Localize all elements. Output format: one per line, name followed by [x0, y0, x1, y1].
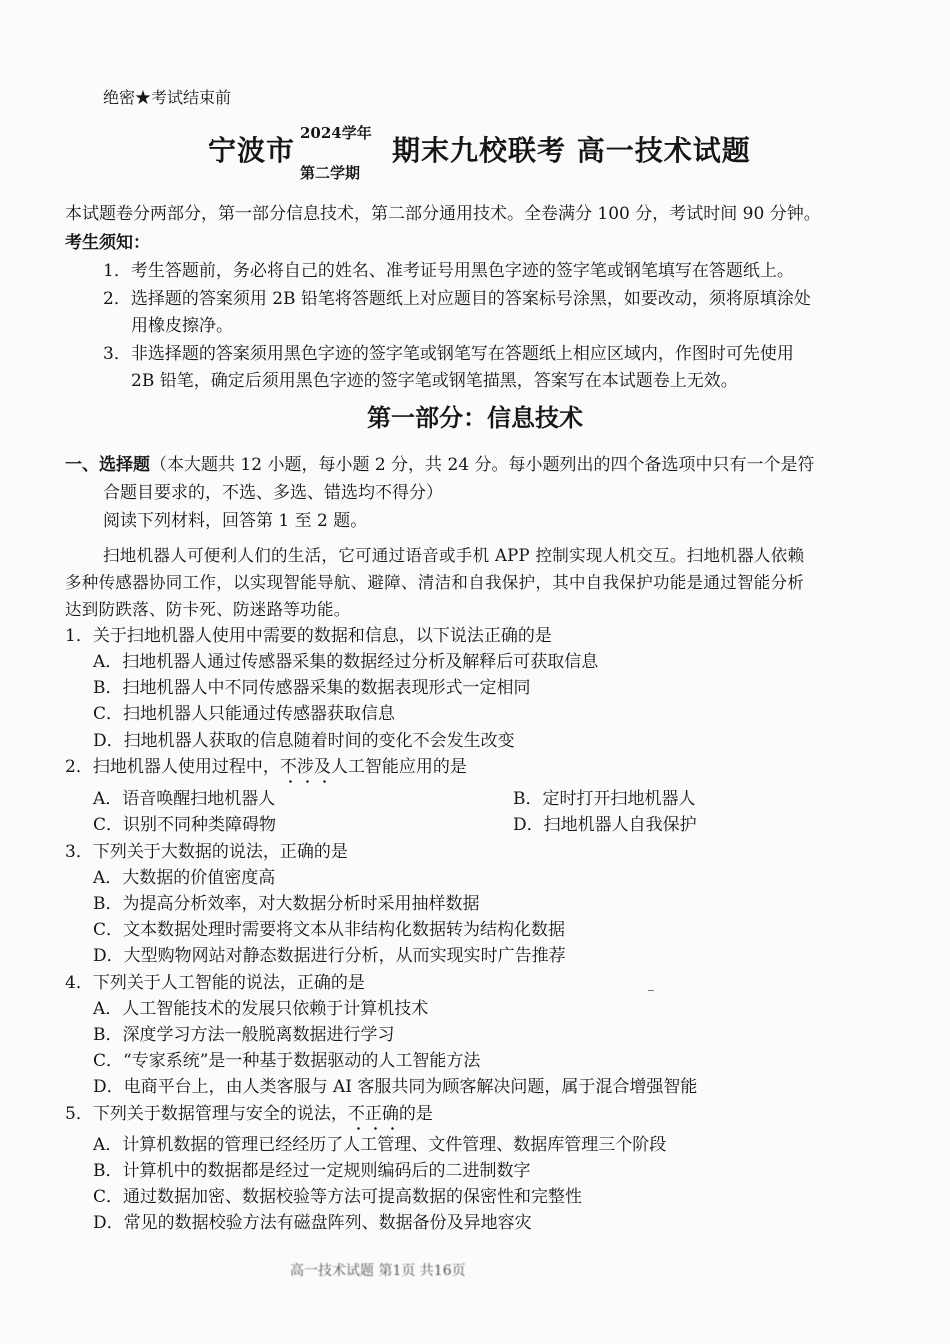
reading-instruction: 阅读下列材料，回答第 1 至 2 题。: [103, 511, 368, 531]
question-5-stem-pre: 5．下列关于数据管理与安全的说法，: [65, 1104, 348, 1124]
question-2-option-c: C．识别不同种类障碍物: [93, 815, 277, 835]
question-4-stem: 4．下列关于人工智能的说法，正确的是: [65, 973, 365, 993]
title-main: 期末九校联考 高一技术试题: [392, 134, 751, 167]
question-3-option-c: C．文本数据处理时需要将文本从非结构化数据转为结构化数据: [93, 920, 566, 940]
question-5-option-a: A．计算机数据的管理已经经历了人工管理、文件管理、数据库管理三个阶段: [93, 1135, 667, 1155]
passage-line-3: 达到防跌落、防卡死、防迷路等功能。: [65, 600, 351, 619]
question-1-stem: 1．关于扫地机器人使用中需要的数据和信息，以下说法正确的是: [65, 626, 552, 646]
title-year: 2024学年: [300, 124, 372, 142]
question-2-option-b: B．定时打开扫地机器人: [513, 789, 696, 809]
question-1-option-c: C．扫地机器人只能通过传感器获取信息: [93, 704, 396, 724]
exam-title: [0, 120, 950, 180]
scan-speck: [648, 990, 654, 991]
question-3-option-a: A．大数据的价值密度高: [93, 868, 276, 888]
page-footer: 高一技术试题 第1页 共16页: [290, 1263, 466, 1279]
question-2-stem-post: 人工智能应用的是: [330, 757, 467, 777]
title-city: 宁波市: [208, 134, 296, 167]
question-5-option-c: C．通过数据加密、数据校验等方法可提高数据的保密性和完整性: [93, 1187, 583, 1207]
question-1-option-d: D．扫地机器人获取的信息随着时间的变化不会发生改变: [93, 731, 515, 751]
question-4-option-c: C．“专家系统”是一种基于数据驱动的人工智能方法: [93, 1051, 481, 1071]
question-5-emphasis: 不正确: [347, 1104, 399, 1124]
question-4-option-b: B．深度学习方法一般脱离数据进行学习: [93, 1025, 395, 1045]
question-4-option-a: A．人工智能技术的发展只依赖于计算机技术: [93, 999, 429, 1019]
question-2-stem: [65, 756, 467, 778]
question-3-stem: 3．下列关于大数据的说法，正确的是: [65, 842, 348, 862]
notice-item-2-cont: 用橡皮擦净。: [131, 316, 233, 336]
notice-item-3: 3．非选择题的答案须用黑色字迹的签字笔或钢笔写在答题纸上相应区域内，作图时可先使用: [103, 344, 794, 364]
notice-item-2: 2．选择题的答案须用 2B 铅笔将答题纸上对应题目的答案标号涂黑，如要改动，须将原填涂处: [103, 289, 811, 309]
question-5-stem: [65, 1103, 433, 1125]
question-2-stem-pre: 2．扫地机器人使用过程中，: [65, 757, 280, 777]
section1-header: [65, 454, 815, 476]
notice-item-1: 1．考生答题前，务必将自己的姓名、准考证号用黑色字迹的签字笔或钢笔填写在答题纸上。: [103, 261, 794, 281]
exam-intro: 本试题卷分两部分，第一部分信息技术，第二部分通用技术。全卷满分 100 分，考试时间 90 分钟。: [65, 204, 821, 224]
question-4-option-d: D．电商平台上，由人类客服与 AI 客服共同为顾客解决问题，属于混合增强智能: [93, 1077, 698, 1097]
confidential-label: 绝密★考试结束前: [103, 88, 232, 107]
question-5-stem-post: 的是: [398, 1104, 433, 1124]
notice-item-3-cont: 2B 铅笔，确定后须用黑色字迹的签字笔或钢笔描黑，答案写在本试题卷上无效。: [131, 371, 738, 391]
section1-heading: 一、选择题: [65, 455, 150, 475]
question-2-option-a: A．语音唤醒扫地机器人: [93, 789, 276, 809]
question-2-emphasis: 不涉及: [279, 757, 331, 777]
notice-heading: 考生须知：: [65, 233, 150, 253]
passage-line-1: 扫地机器人可便利人们的生活，它可通过语音或手机 APP 控制实现人机交互。扫地机器人依赖: [103, 546, 805, 565]
question-5-option-b: B．计算机中的数据都是经过一定规则编码后的二进制数字: [93, 1161, 531, 1181]
question-3-option-b: B．为提高分析效率，对大数据分析时采用抽样数据: [93, 894, 480, 914]
question-3-option-d: D．大型购物网站对静态数据进行分析，从而实现实时广告推荐: [93, 946, 566, 966]
question-2-option-d: D．扫地机器人自我保护: [513, 815, 697, 835]
section1-desc-cont: 合题目要求的，不选、多选、错选均不得分）: [103, 483, 443, 503]
title-semester: 第二学期: [300, 164, 361, 182]
passage-line-2: 多种传感器协同工作，以实现智能导航、避障、清洁和自我保护，其中自我保护功能是通过智能分析: [65, 573, 805, 592]
section1-desc: （本大题共 12 小题，每小题 2 分，共 24 分。每小题列出的四个备选项中只有一个是符: [150, 455, 815, 475]
part1-title: 第一部分：信息技术: [367, 403, 583, 432]
question-1-option-a: A．扫地机器人通过传感器采集的数据经过分析及解释后可获取信息: [93, 652, 599, 672]
question-1-option-b: B．扫地机器人中不同传感器采集的数据表现形式一定相同: [93, 678, 531, 698]
question-5-option-d: D．常见的数据校验方法有磁盘阵列、数据备份及异地容灾: [93, 1213, 532, 1233]
